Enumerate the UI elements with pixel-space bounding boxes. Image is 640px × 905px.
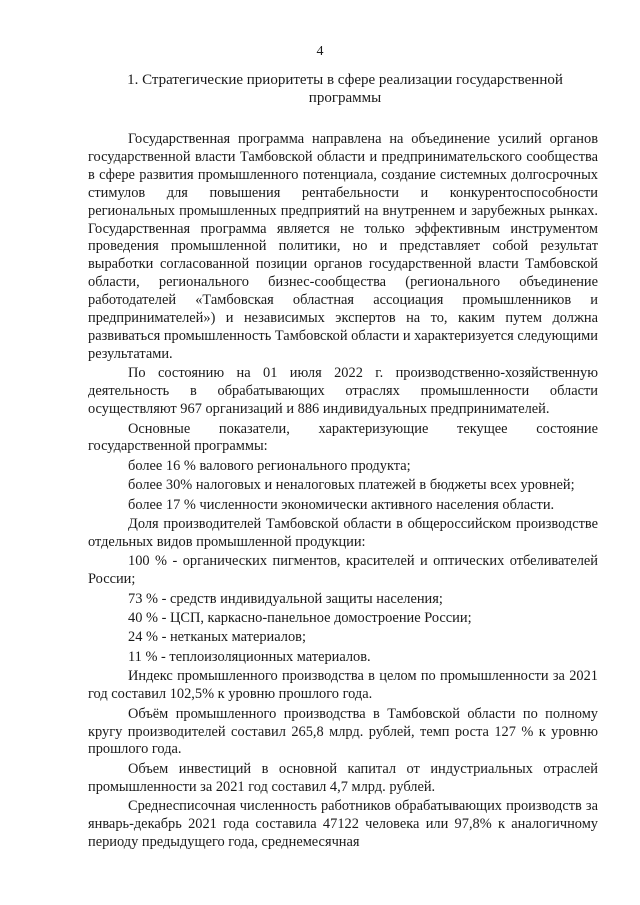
section-heading: 1. Стратегические приоритеты в сфере реализации государственной программы <box>127 72 563 106</box>
list-item-csp: 40 % - ЦСП, каркасно-панельное домостроение России; <box>128 610 472 627</box>
list-item-protection-means: 73 % - средств индивидуальной защиты населения; <box>128 590 443 607</box>
paragraph-production-index: Индекс промышленного производства в целом по промышленности за 2021 год составил 102,5% к уровню прошлого года. <box>88 668 598 703</box>
list-item-pigments: 100 % - органических пигментов, красителей и оптических отбеливателей России; <box>88 553 598 588</box>
paragraph-key-indicators: Основные показатели, характеризующие текущее состояние государственной программы: <box>88 420 598 455</box>
list-item-tax-share: более 30% налоговых и неналоговых платежей в бюджеты всех уровней; <box>128 477 575 494</box>
paragraph-investments: Объем инвестиций в основной капитал от индустриальных отраслей промышленности за 2021 год составил 4,7 млрд. рублей. <box>88 760 598 795</box>
page-number: 4 <box>316 44 324 59</box>
paragraph-enterprises-count: По состоянию на 01 июля 2022 г. производственно-хозяйственную деятельность в обрабатывающих отраслях промышленности области осуществляют 967 организаций и 886 индивидуальных предпринимателей. <box>88 365 598 418</box>
list-item-insulation: 11 % - теплоизоляционных материалов. <box>128 648 371 665</box>
document-body <box>88 131 598 853</box>
list-item-grp-share: более 16 % валового регионального продукта; <box>128 457 411 474</box>
list-item-nonwoven: 24 % - нетканых материалов; <box>128 629 306 646</box>
paragraph-production-share: Доля производителей Тамбовской области в общероссийском производстве отдельных видов промышленной продукции: <box>88 516 598 550</box>
list-item-employment-share: более 17 % численности экономически активного населения области. <box>128 496 555 513</box>
paragraph-program-goal: Государственная программа направлена на объединение усилий органов государственной власти Тамбовской области и предпринимательского сообщества в сфере развития промышленного потенциала, создание системных долгосрочных стимулов для повышения рентабельности и конкурентоспособности региональных промышленных предприятий на внутреннем и зарубежных рынках. Государственная программа является не только эффективным инструментом проведения промышленной политики, но и представляет собой результат выработки согласованной позиции органов государственной власти Тамбовской области, регионального бизнес-сообщества (регионального объединение работодателей «Тамбовская областная ассоциация промышленников и предпринимателей») и независимых экспертов на то, каким путем должна развиваться промышленность Тамбовской области и характеризуется следующими результатами. <box>88 131 598 362</box>
paragraph-production-volume: Объём промышленного производства в Тамбовской области по полному кругу производителей составил 265,8 млрд. рублей, темп роста 127 % к уровню прошлого года. <box>88 705 598 758</box>
paragraph-headcount: Среднесписочная численность работников обрабатывающих производств за январь-декабрь 2021 года составила 47122 человека или 97,8% к аналогичному периоду предыдущего года, среднемесячная <box>88 798 598 850</box>
